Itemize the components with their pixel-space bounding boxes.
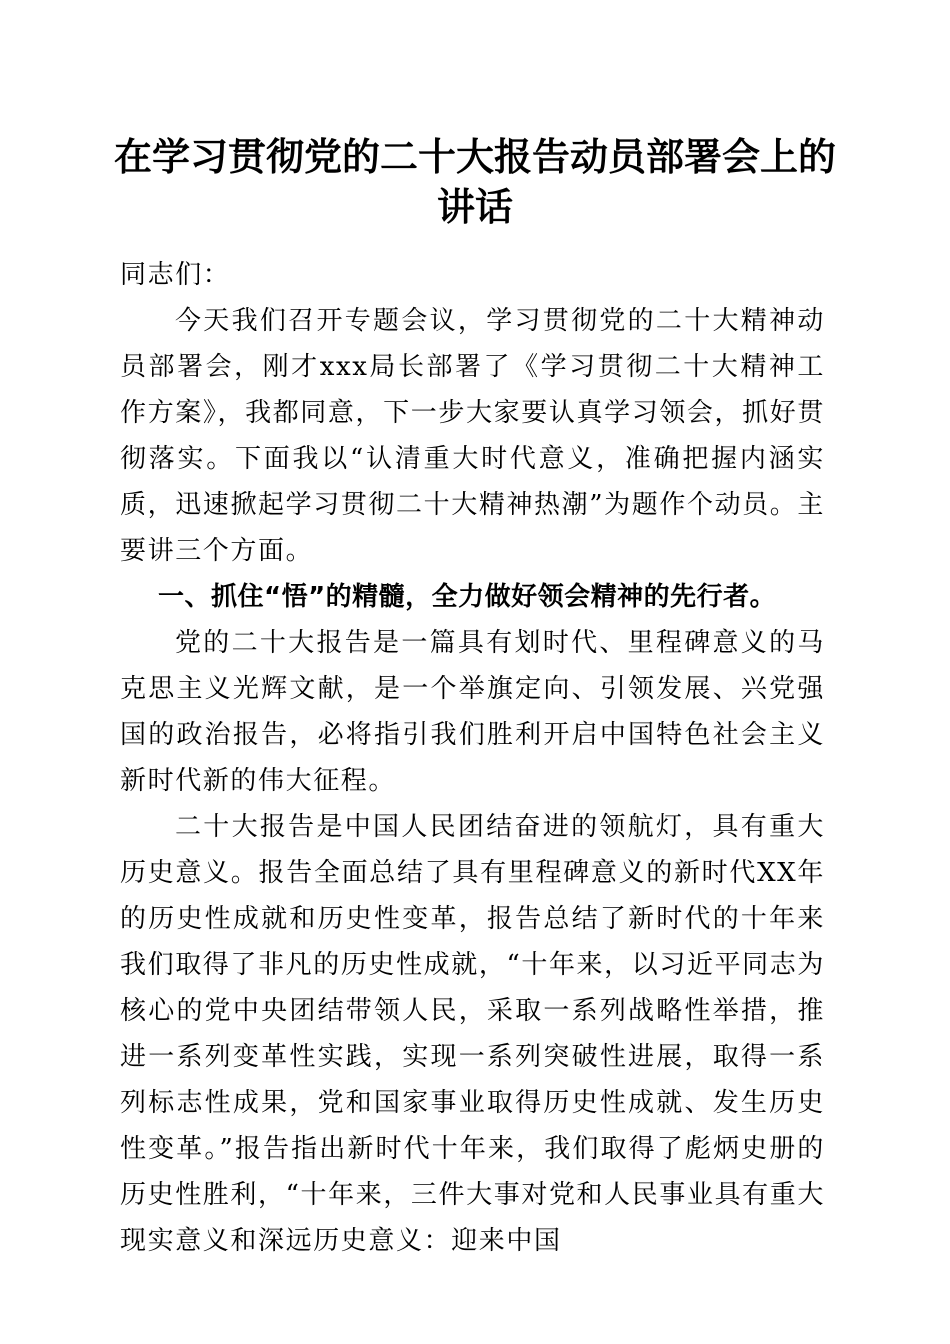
section-heading-1: 一、抓住“悟”的精髓，全力做好领会精神的先行者。 [158, 582, 777, 612]
document-body [120, 252, 825, 1264]
paragraph-report-significance: 党的二十大报告是一篇具有划时代、里程碑意义的马克思主义光辉文献，是一个举旗定向、引领发展、兴党强国的政治报告，必将指引我们胜利开启中国特色社会主义新时代新的伟大征程。 [120, 628, 825, 796]
paragraph-historic-achievements: 二十大报告是中国人民团结奋进的领航灯，具有重大历史意义。报告全面总结了具有里程碑意义的新时代XX年的历史性成就和历史性变革，报告总结了新时代的十年来我们取得了非凡的历史性成就，“十年来，以习近平同志为核心的党中央团结带领人民，采取一系列战略性举措，推进一系列变革性实践，实现一系列突破性进展，取得一系列标志性成果，党和国家事业取得历史性成就、发生历史性变革。”报告指出新时代十年来，我们取得了彪炳史册的历史性胜利，“十年来，三件大事对党和人民事业具有重大现实意义和深远历史意义：迎来中国 [120, 812, 825, 1256]
paragraph-intro: 今天我们召开专题会议，学习贯彻党的二十大精神动员部署会，刚才xxx局长部署了《学习贯彻二十大精神工作方案》，我都同意，下一步大家要认真学习领会，抓好贯彻落实。下面我以“认清重大时代意义，准确把握内涵实质，迅速掀起学习贯彻二十大精神热潮”为题作个动员。主要讲三个方面。 [120, 306, 825, 566]
document-title: 在学习贯彻党的二十大报告动员部署会上的讲话 [113, 134, 836, 229]
salutation: 同志们： [120, 260, 231, 290]
